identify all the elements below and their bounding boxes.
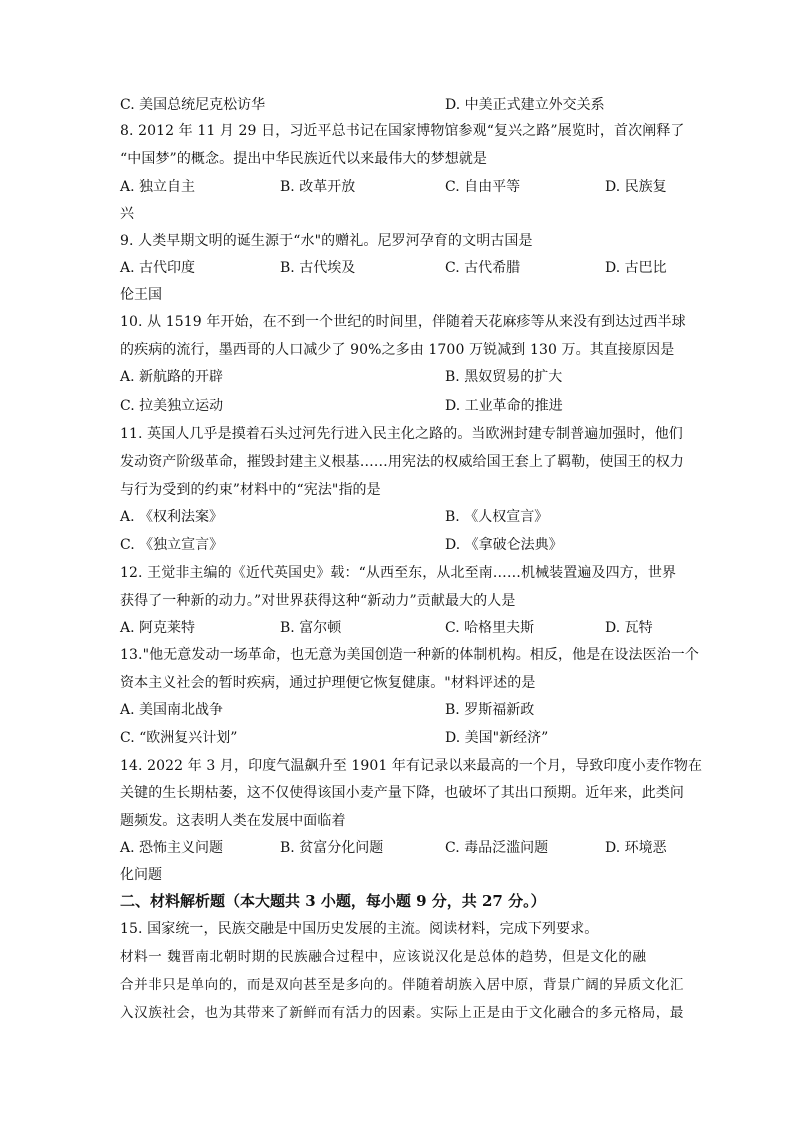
q11-stem-line-1: 11. 英国人几乎是摸着石头过河先行进入民主化之路的。当欧洲封建专制普遍加强时，他们 [120, 426, 683, 442]
q11-option-a: A. 《权利法案》 [120, 509, 224, 525]
q9-option-c: C. 古代希腊 [445, 260, 521, 276]
q8-option-d: D. 民族复 [605, 179, 667, 195]
q13-option-c: C. “欧洲复兴计划” [120, 730, 238, 746]
q12-option-a: A. 阿克莱特 [120, 620, 196, 636]
q11-option-b: B. 《人权宣言》 [445, 509, 549, 525]
q10-stem-line-2: 的疾病的流行，墨西哥的人口减少了 90%之多由 1700 万锐减到 130 万。其直接原因是 [120, 342, 675, 358]
section-2-heading: 二、材料解析题（本大题共 3 小题，每小题 9 分，共 27 分。） [120, 892, 546, 910]
q15-stem: 15. 国家统一，民族交融是中国历史发展的主流。阅读材料，完成下列要求。 [120, 921, 599, 937]
q7-option-d: D. 中美正式建立外交关系 [445, 97, 605, 113]
q10-option-a: A. 新航路的开辟 [120, 369, 224, 385]
q10-stem-line-1: 10. 从 1519 年开始，在不到一个世纪的时间里，伴随着天花麻疹等从来没有到达过西半球 [120, 314, 686, 330]
q11-stem-line-3: 与行为受到的约束”材料中的“宪法"指的是 [120, 482, 381, 498]
q13-stem-line-1: 13."他无意发动一场革命，也无意为美国创造一种新的体制机构。相反，他是在设法医治一个 [120, 647, 700, 663]
q11-option-c: C. 《独立宣言》 [120, 537, 224, 553]
q12-option-d: D. 瓦特 [605, 620, 653, 636]
q9-option-b: B. 古代埃及 [280, 260, 356, 276]
q8-stem-line-2: “中国梦”的概念。提出中华民族近代以来最伟大的梦想就是 [120, 151, 488, 167]
q8-option-d-wrap: 兴 [120, 206, 134, 222]
q10-option-c: C. 拉美独立运动 [120, 398, 224, 414]
q12-option-c: C. 哈格里夫斯 [445, 620, 535, 636]
q8-option-a: A. 独立自主 [120, 179, 196, 195]
q13-stem-line-2: 资本主义社会的暂时疾病，通过护理便它恢复健康。"材料评述的是 [120, 675, 536, 691]
q14-option-b: B. 贫富分化问题 [280, 840, 384, 856]
q13-option-d: D. 美国"新经济” [445, 730, 549, 746]
q7-option-c: C. 美国总统尼克松访华 [120, 97, 266, 113]
q14-option-c: C. 毒品泛滥问题 [445, 840, 549, 856]
q8-stem-line-1: 8. 2012 年 11 月 29 日，习近平总书记在国家博物馆参观“复兴之路”展览时，首次阐释了 [120, 123, 685, 139]
q15-material-line-1: 材料一 魏晋南北朝时期的民族融合过程中，应该说汉化是总体的趋势，但是文化的融 [120, 949, 647, 965]
q14-option-d-wrap: 化问题 [120, 867, 162, 883]
q11-option-d: D. 《拿破仑法典》 [445, 537, 563, 553]
q13-option-a: A. 美国南北战争 [120, 702, 224, 718]
q13-option-b: B. 罗斯福新政 [445, 702, 535, 718]
q9-option-a: A. 古代印度 [120, 260, 196, 276]
q10-option-b: B. 黑奴贸易的扩大 [445, 369, 563, 385]
q15-material-line-2: 合并非只是单向的，而是双向甚至是多向的。伴随着胡族入居中原，背景广阔的异质文化汇 [120, 977, 684, 993]
q12-option-b: B. 富尔顿 [280, 620, 342, 636]
q14-stem-line-3: 题频发。这表明人类在发展中面临着 [120, 813, 346, 829]
q11-stem-line-2: 发动资产阶级革命，摧毁封建主义根基……用宪法的权威给国王套上了羁勒，使国王的权力 [120, 454, 684, 470]
q8-option-c: C. 自由平等 [445, 179, 521, 195]
q14-option-a: A. 恐怖主义问题 [120, 840, 224, 856]
q12-stem-line-1: 12. 王觉非主编的《近代英国史》载：“从西至东，从北至南……机械装置遍及四方，世界 [120, 565, 677, 581]
q14-stem-line-1: 14. 2022 年 3 月，印度气温飙升至 1901 年有记录以来最高的一个月，导致印度小麦作物在 [120, 758, 703, 774]
q9-stem-line-1: 9. 人类早期文明的诞生源于“水"的赠礼。尼罗河孕育的文明古国是 [120, 233, 533, 249]
q10-option-d: D. 工业革命的推进 [445, 398, 563, 414]
q14-option-d: D. 环境恶 [605, 840, 667, 856]
q9-option-d: D. 古巴比 [605, 260, 667, 276]
q14-stem-line-2: 关键的生长期枯萎，这不仅使得该国小麦产量下降，也破坏了其出口预期。近年来，此类问 [120, 785, 684, 801]
q15-material-line-3: 入汉族社会，也为其带来了新鲜而有活力的因素。实际上正是由于文化融合的多元格局，最 [120, 1005, 684, 1021]
q12-stem-line-2: 获得了一种新的动力。”对世界获得这种“新动力”贡献最大的人是 [120, 593, 516, 609]
q9-option-d-wrap: 伦王国 [120, 287, 162, 303]
q8-option-b: B. 改革开放 [280, 179, 356, 195]
